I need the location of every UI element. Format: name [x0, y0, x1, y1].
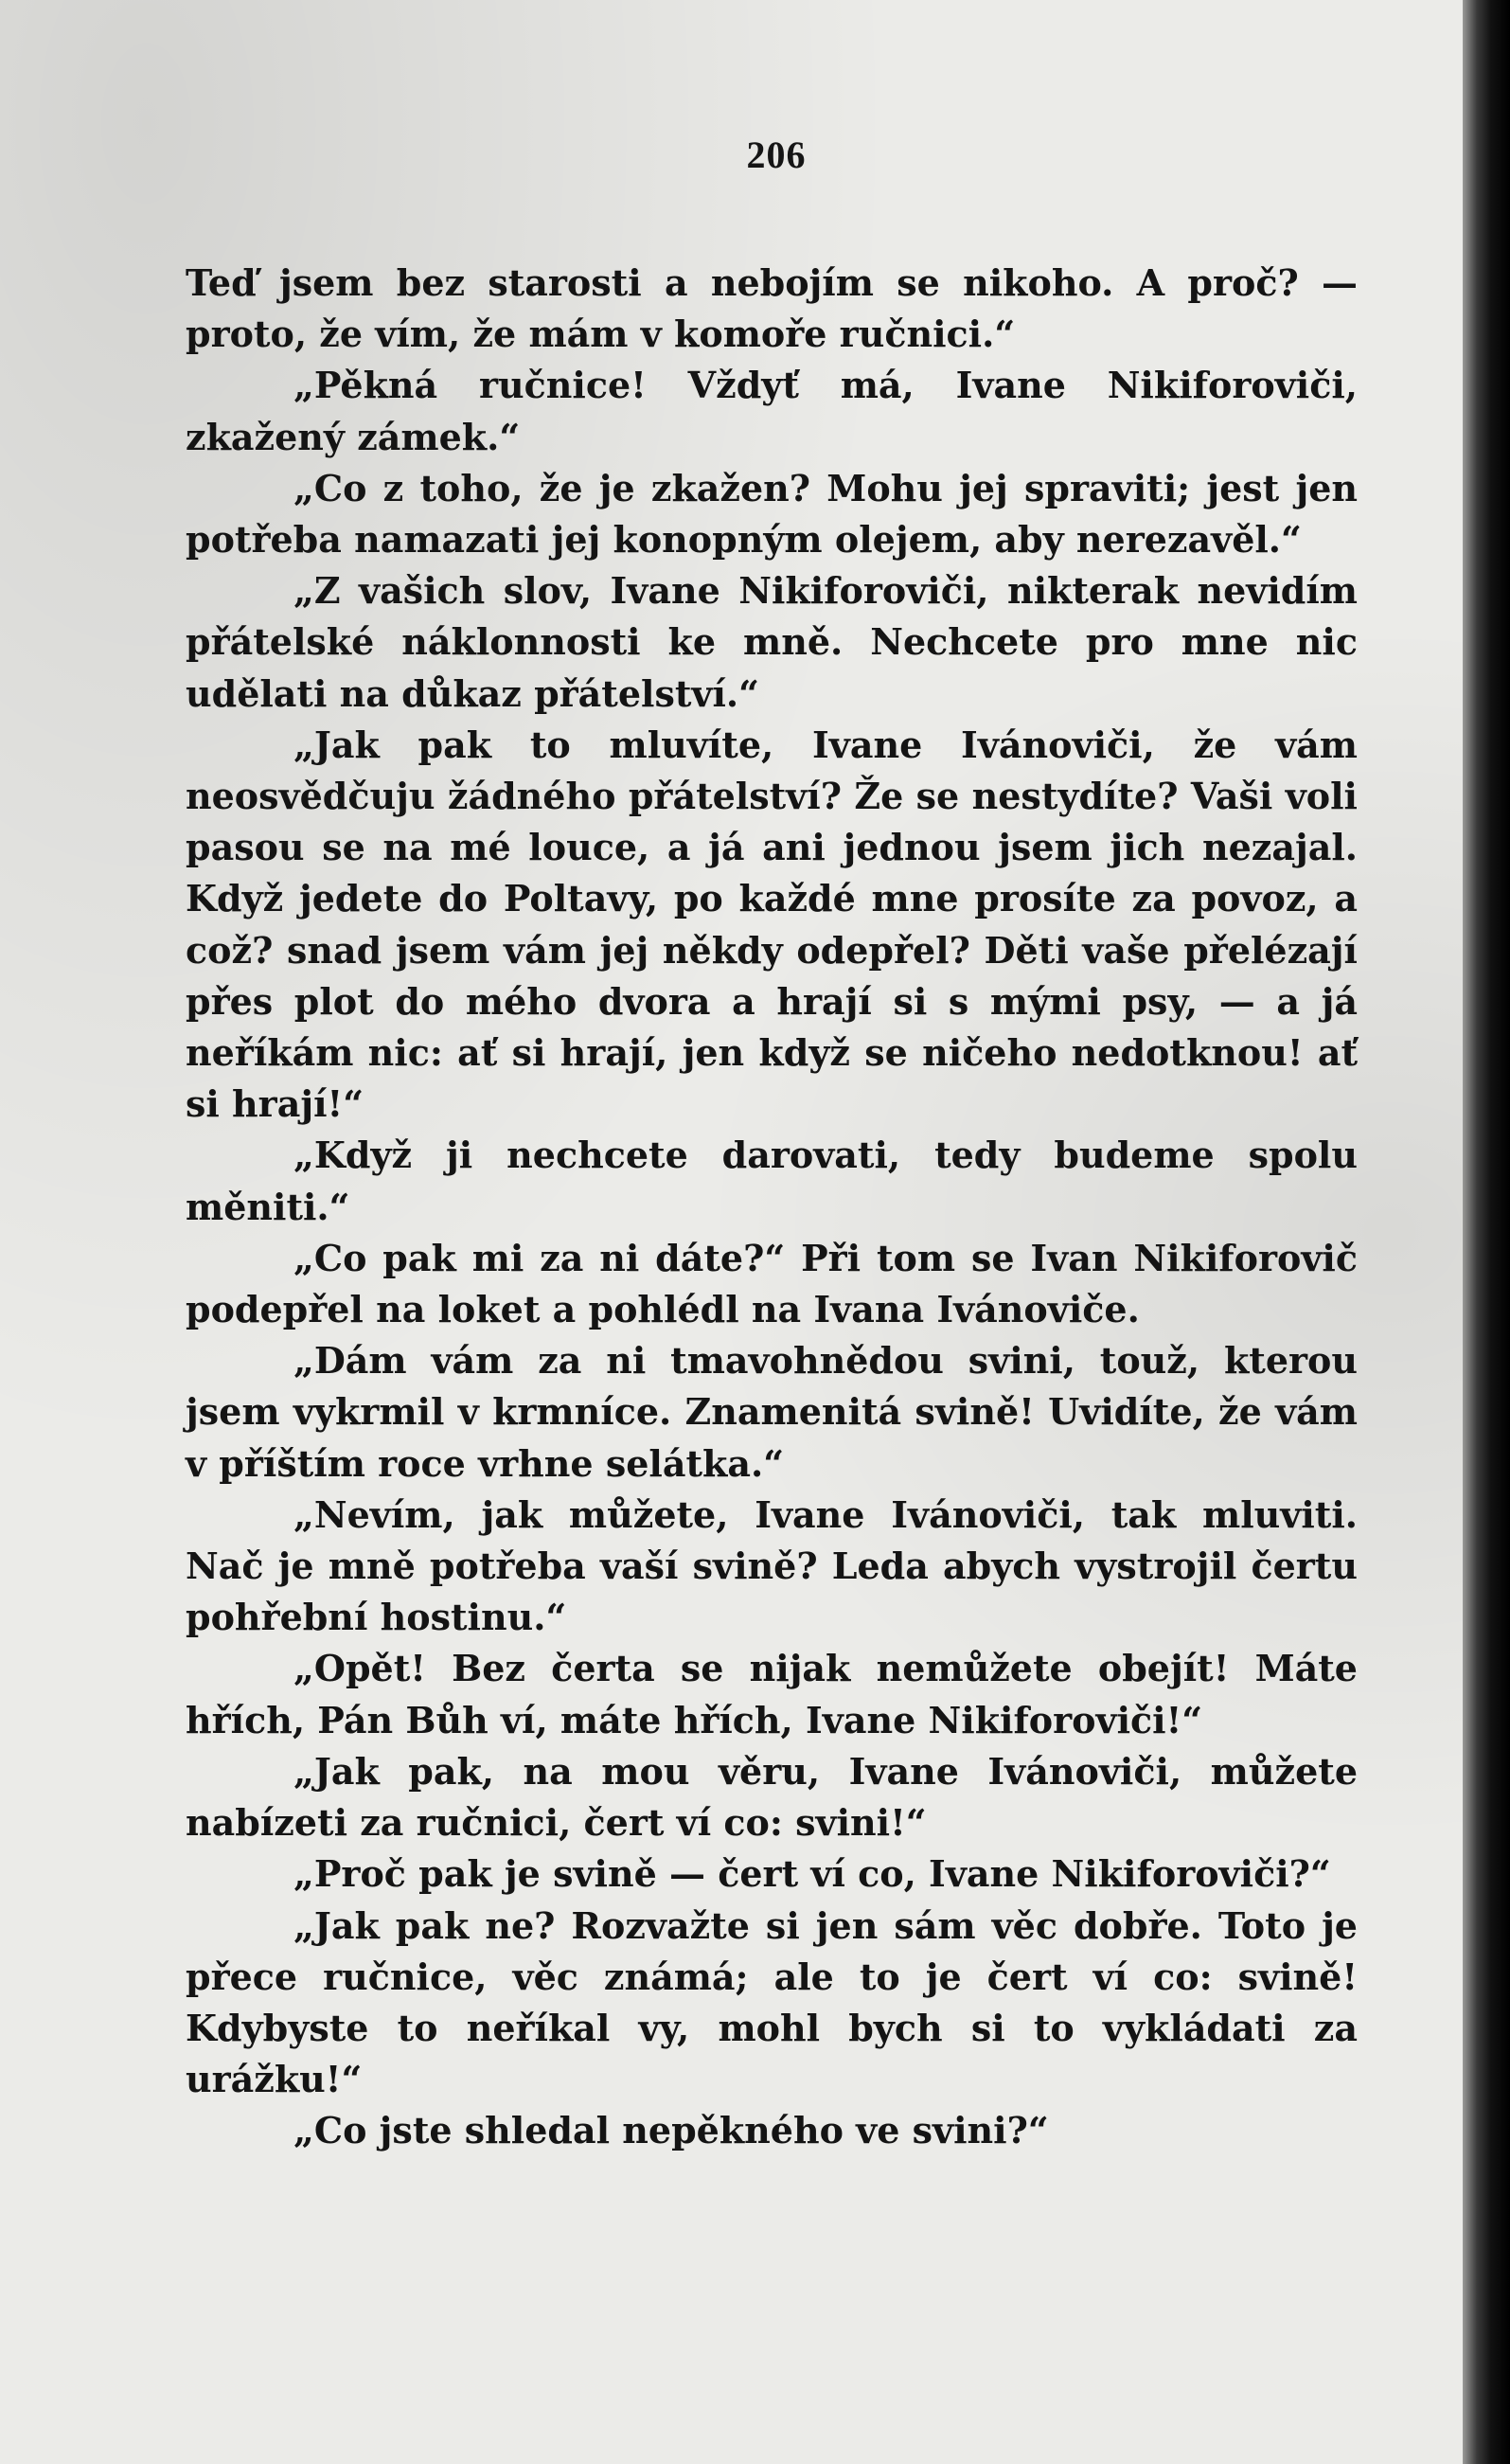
paragraph: „Jak pak ne? Rozvažte si jen sám věc dobře. Toto je přece ručnice, věc známá; ale to je čert ví co: svině! Kdybyste to neříkal vy, mohl bych si to vykládati za urážku!“ — [186, 1903, 1358, 2101]
page-body-text — [186, 258, 1358, 2157]
paragraph: „Z vašich slov, Ivane Nikiforoviči, nikterak nevidím přátelské náklonnosti ke mně. Nechcete pro mne nic udělati na důkaz přátelství.“ — [186, 569, 1358, 715]
paragraph: „Co pak mi za ni dáte?“ Při tom se Ivan Nikiforovič podepřel na loket a pohlédl na Ivana Ivánoviče. — [186, 1236, 1358, 1331]
paragraph: „Opět! Bez čerta se nijak nemůžete obejít! Máte hřích, Pán Bůh ví, máte hřích, Ivane Nikiforoviči!“ — [186, 1647, 1358, 1741]
paragraph: Teď jsem bez starosti a nebojím se nikoho. A proč? — proto, že vím, že mám v komoře ručnici.“ — [186, 261, 1358, 356]
paragraph: „Jak pak, na mou věru, Ivane Ivánoviči, můžete nabízeti za ručnici, čert ví co: svini!“ — [186, 1749, 1358, 1845]
paragraph: „Když ji nechcete darovati, tedy budeme spolu měniti.“ — [186, 1134, 1358, 1228]
paragraph: „Nevím, jak můžete, Ivane Ivánoviči, tak mluviti. Nač je mně potřeba vaší svině? Leda abych vystrojil čertu pohřební hostinu.“ — [186, 1492, 1358, 1639]
page-edge-shadow — [1463, 0, 1510, 2464]
paragraph: „Dám vám za ni tmavohnědou svini, touž, kterou jsem vykrmil v krmníce. Znamenitá svině! Uvidíte, že vám v příštím roce vrhne selátka.“ — [186, 1339, 1358, 1485]
paragraph: „Jak pak to mluvíte, Ivane Ivánoviči, že vám neosvědčuju žádného přátelství? Že se nestydíte? Vaši voli pasou se na mé louce, a já ani jednou jsem jich nezajal. Když jedete do Poltavy, po každé mne prosíte za povoz, a což? snad jsem vám jej někdy odepřel? Děti vaše přelézají přes plot do mého dvora a hrají si s mými psy, — a já neříkám nic: ať si hrají, jen když se ničeho nedotknou! ať si hrají!“ — [186, 723, 1358, 1126]
paragraph: „Proč pak je svině — čert ví co, Ivane Nikiforoviči?“ — [293, 1852, 1331, 1896]
paragraph: „Co z toho, že je zkažen? Mohu jej spraviti; jest jen potřeba namazati jej konopným olejem, aby nerezavěl.“ — [186, 466, 1358, 562]
paragraph: „Co jste shledal nepěkného ve svini?“ — [293, 2109, 1049, 2152]
paragraph: „Pěkná ručnice! Vždyť má, Ivane Nikiforoviči, zkažený zámek.“ — [186, 364, 1358, 458]
page-number: 206 — [746, 134, 807, 176]
